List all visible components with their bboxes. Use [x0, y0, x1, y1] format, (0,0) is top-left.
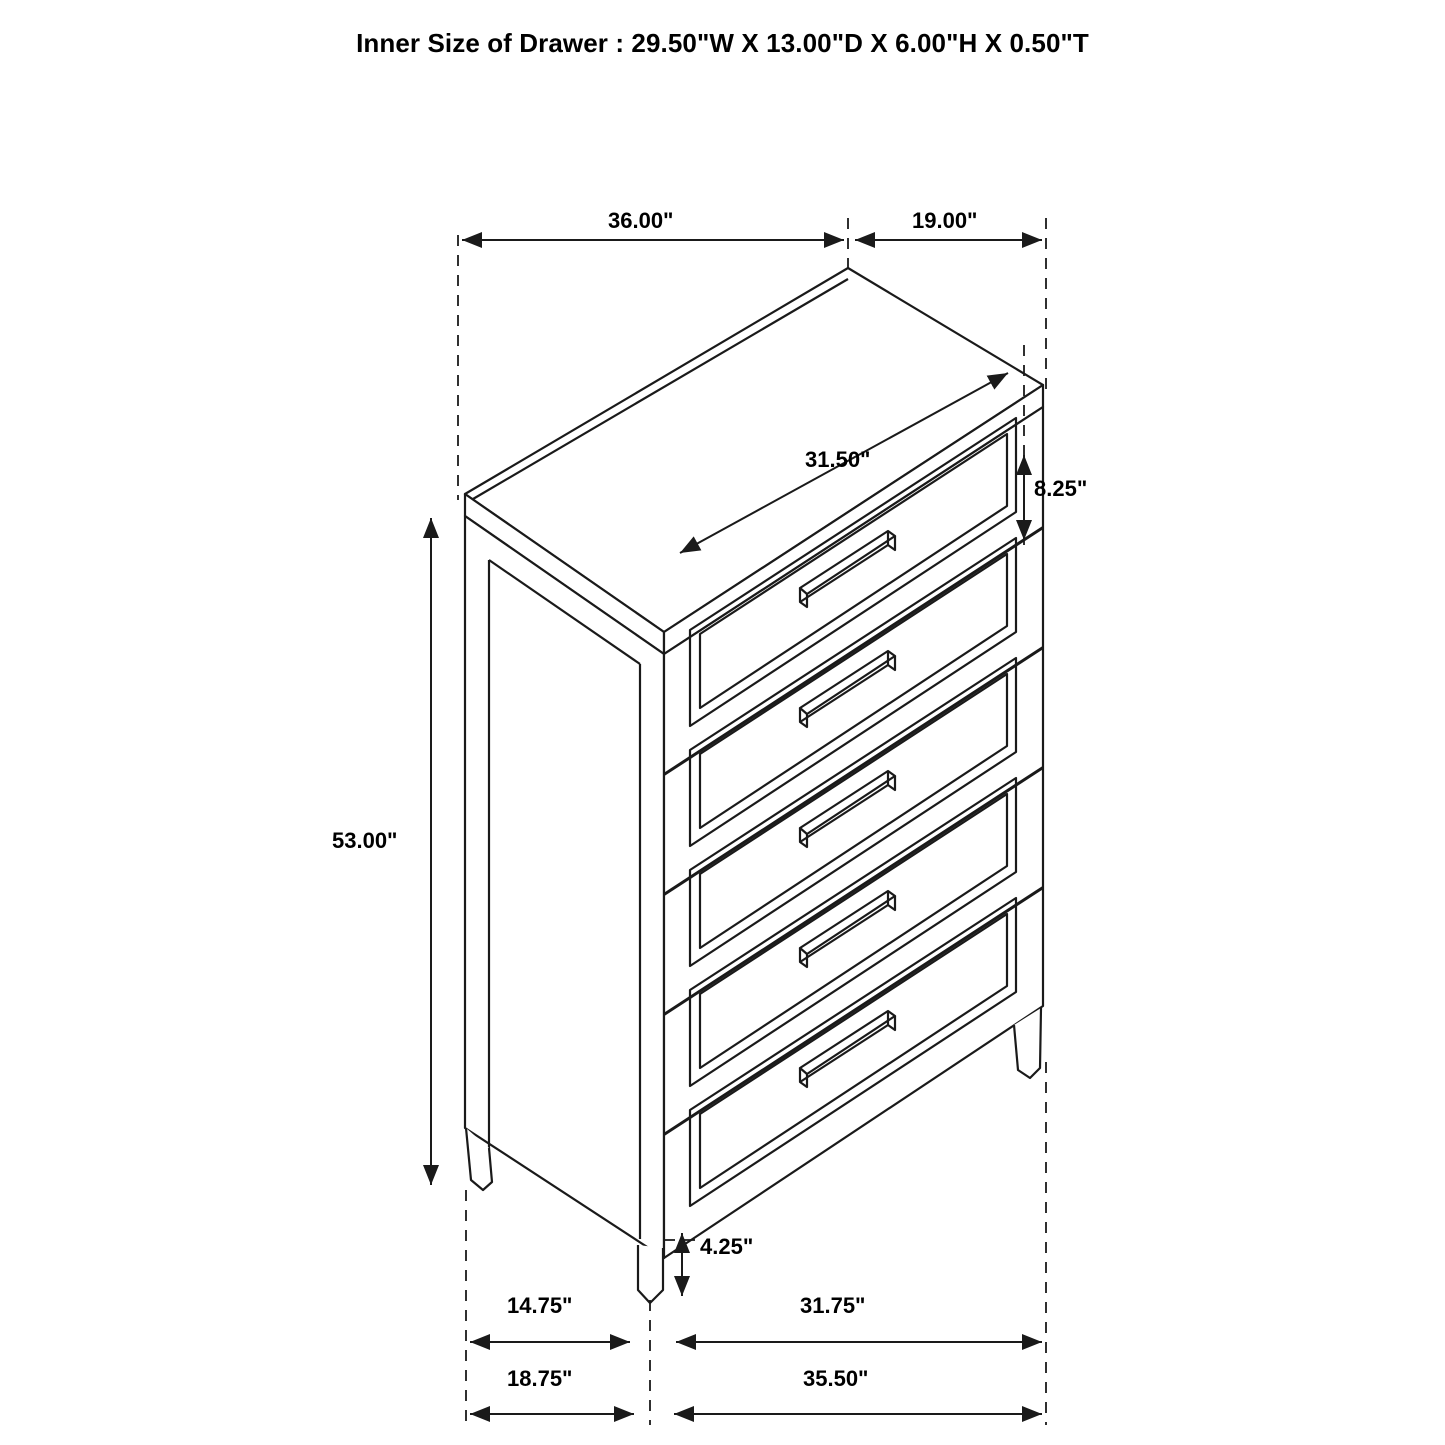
- dim-overall-height: 53.00": [332, 828, 398, 853]
- dim-front-lower-width: 31.75": [800, 1293, 866, 1318]
- dim-front-base-width: 35.50": [803, 1366, 869, 1391]
- dim-side-base-width: 18.75": [507, 1366, 573, 1391]
- dim-drawer-front-width: 31.50": [805, 447, 871, 472]
- dim-top-width: 36.00": [608, 208, 674, 233]
- dim-leg-height: 4.25": [700, 1234, 754, 1259]
- page-title: Inner Size of Drawer : 29.50"W X 13.00"D X 6.00"H X 0.50"T: [356, 28, 1089, 58]
- dim-side-lower-width: 14.75": [507, 1293, 573, 1318]
- dim-top-depth: 19.00": [912, 208, 978, 233]
- dim-drawer-front-height: 8.25": [1034, 476, 1088, 501]
